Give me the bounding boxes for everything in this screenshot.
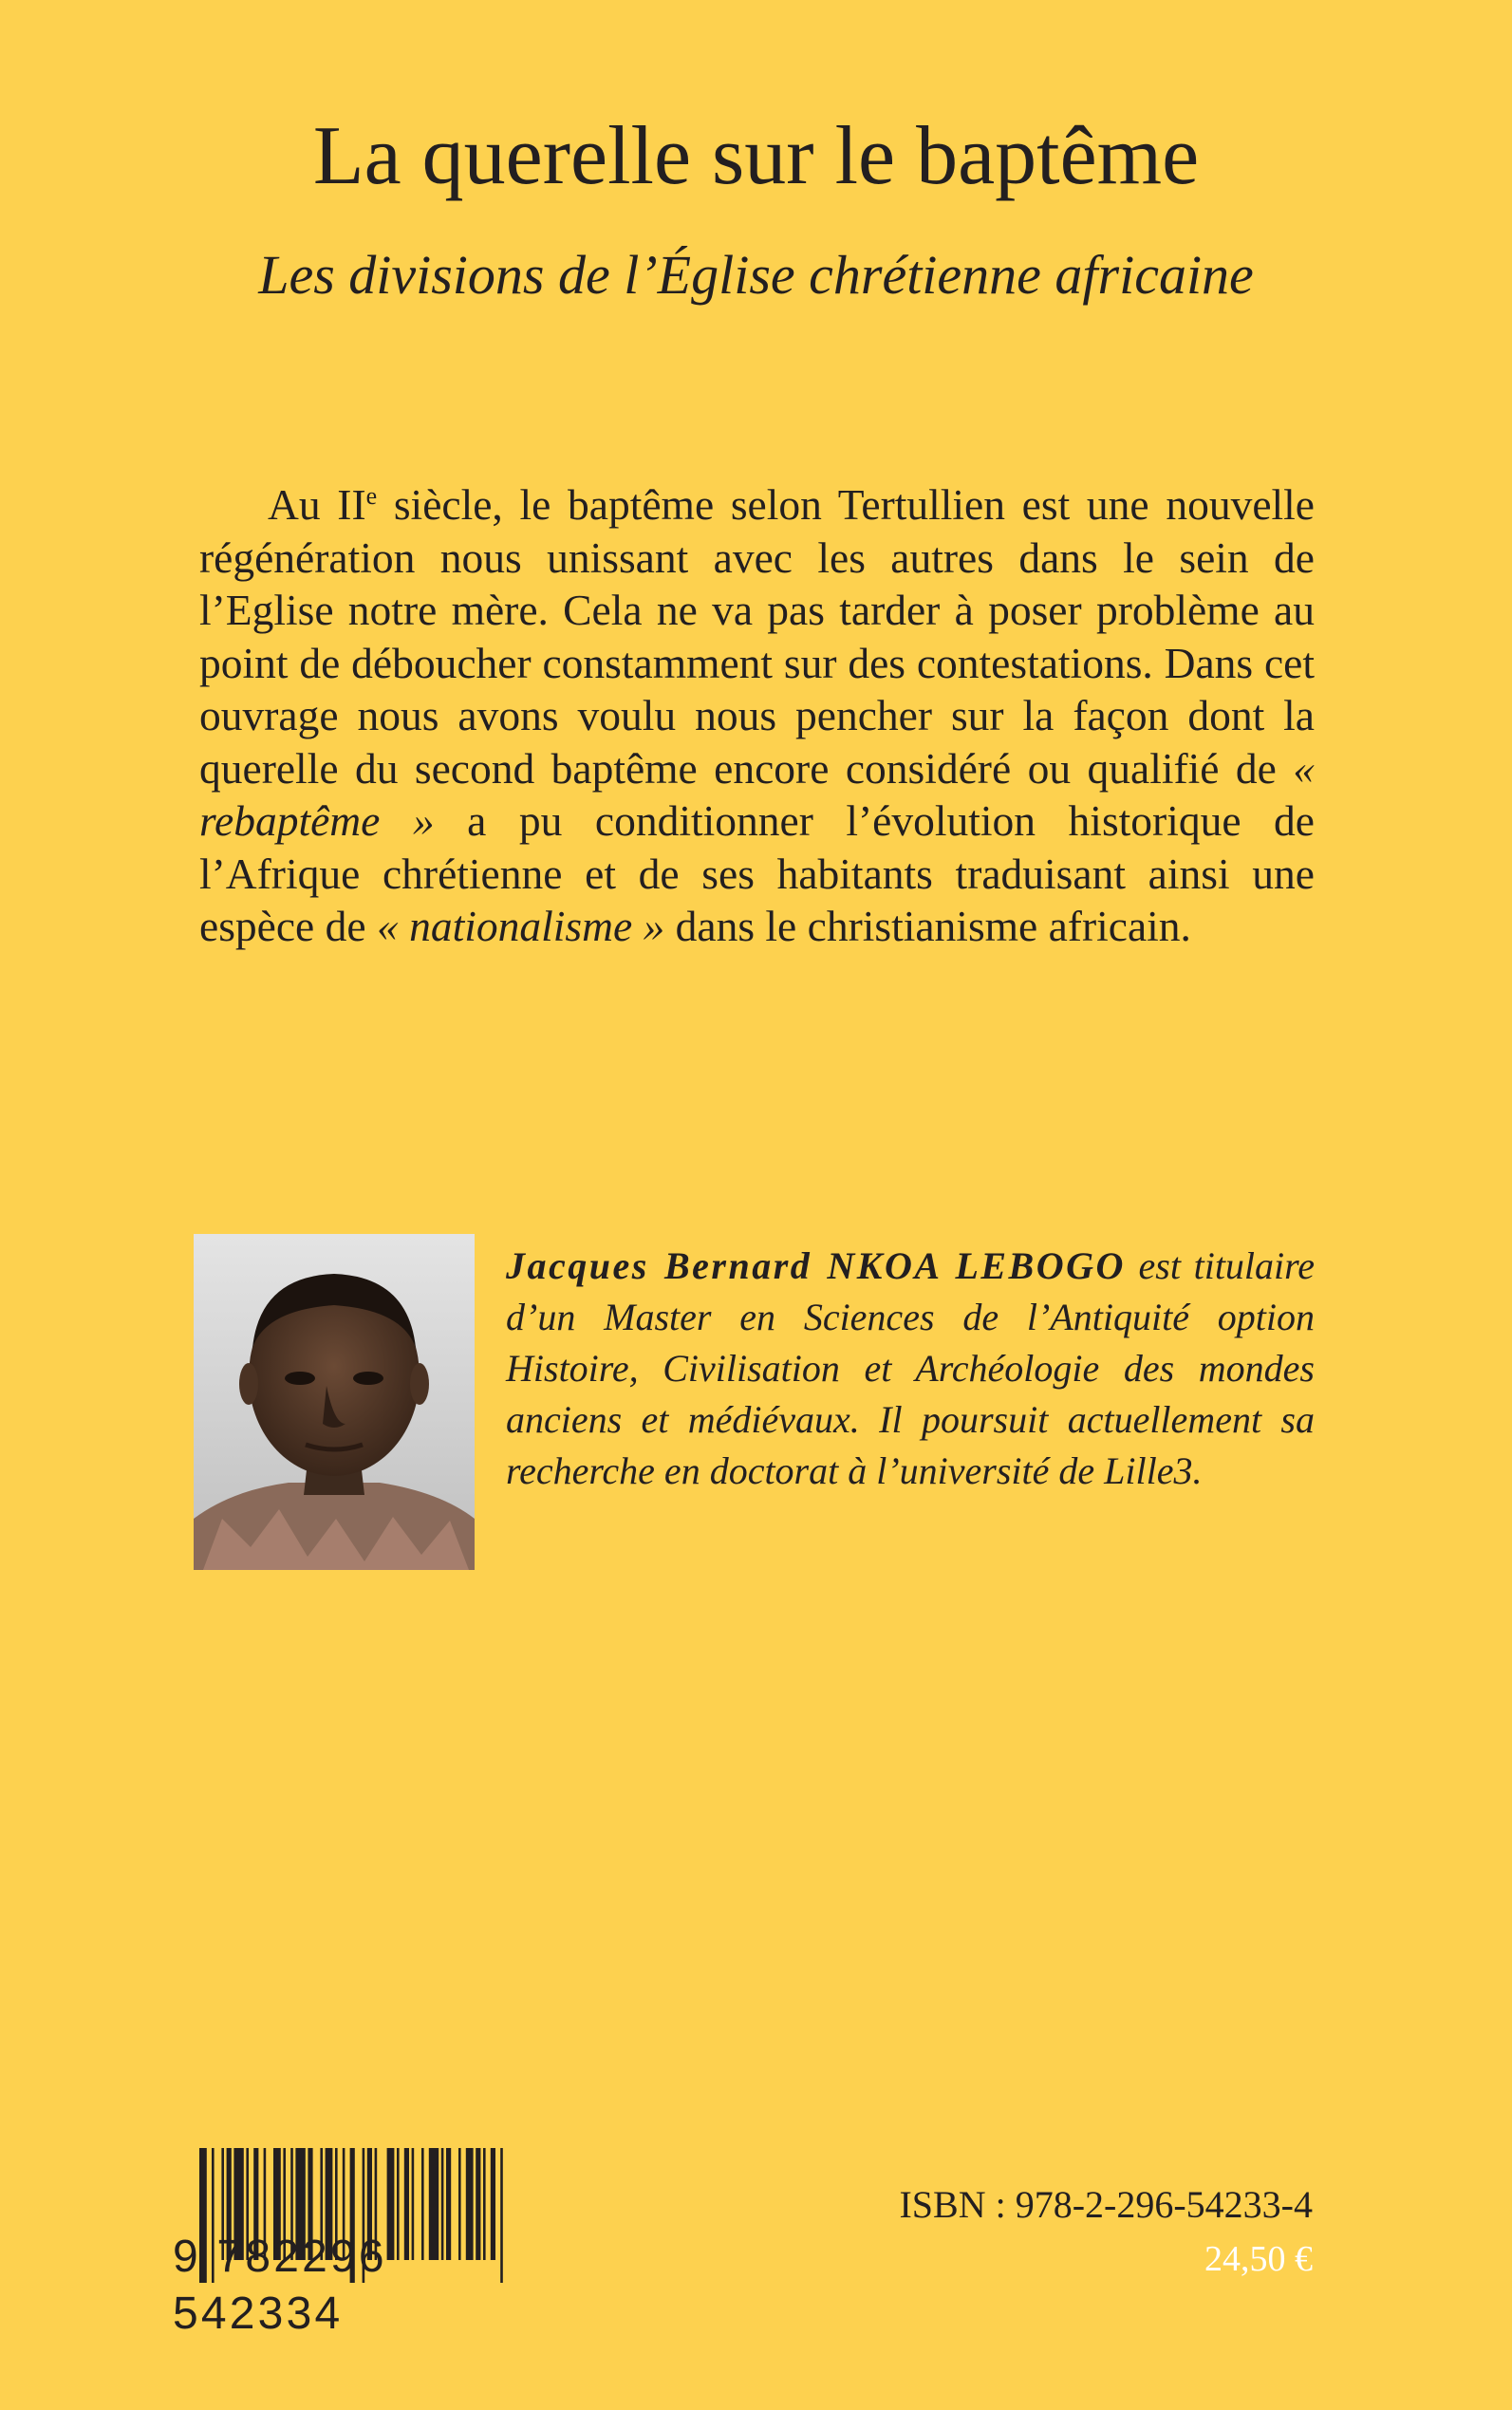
back-cover-blurb (199, 470, 1315, 953)
blurb-text-1: Au II (268, 480, 366, 530)
book-subtitle: Les divisions de l’Église chrétienne africaine (258, 244, 1254, 306)
blurb-superscript: e (365, 482, 378, 510)
blurb-text-4: dans le christianisme africain. (664, 902, 1191, 951)
barcode-number: 9 782296 542334 (173, 2232, 387, 2339)
blurb-paragraph (199, 470, 1315, 953)
isbn: ISBN : 978-2-296-54233-4 (899, 2183, 1313, 2226)
blurb-emphasis-nationalisme: « nationalisme » (376, 902, 665, 951)
blurb-emphasis-rebapteme: « rebaptême » (199, 743, 1315, 846)
author-name: Jacques Bernard NKOA LEBOGO (506, 1244, 1126, 1287)
blurb-text-2: siècle, le baptême selon Tertullien est une nouvelle régénération nous unissant avec les autres dans le sein de l’Eglise notre mère. Cela ne va pas tarder à poser problème au point de déboucher constamment sur des contestations. Dans cet ouvrage nous avons voulu nous pencher sur la façon dont la querelle du second baptême encore considéré ou qualifié de (199, 480, 1315, 793)
price: 24,50 € (1204, 2239, 1313, 2279)
author-bio (506, 1241, 1315, 1497)
author-portrait-icon (194, 1234, 475, 1570)
blurb-text-3: a pu conditionner l’évolution historique de l’Afrique chrétienne et de ses habitants traduisant ainsi une espèce de (199, 796, 1315, 951)
book-title: La querelle sur le baptême (312, 110, 1200, 202)
author-bio-text: est titulaire d’un Master en Sciences de l’Antiquité option Histoire, Civilisation et Archéologie des mondes anciens et médiévaux. Il poursuit actuellement sa recherche en doctorat à l’université de Lille3. (506, 1244, 1315, 1492)
